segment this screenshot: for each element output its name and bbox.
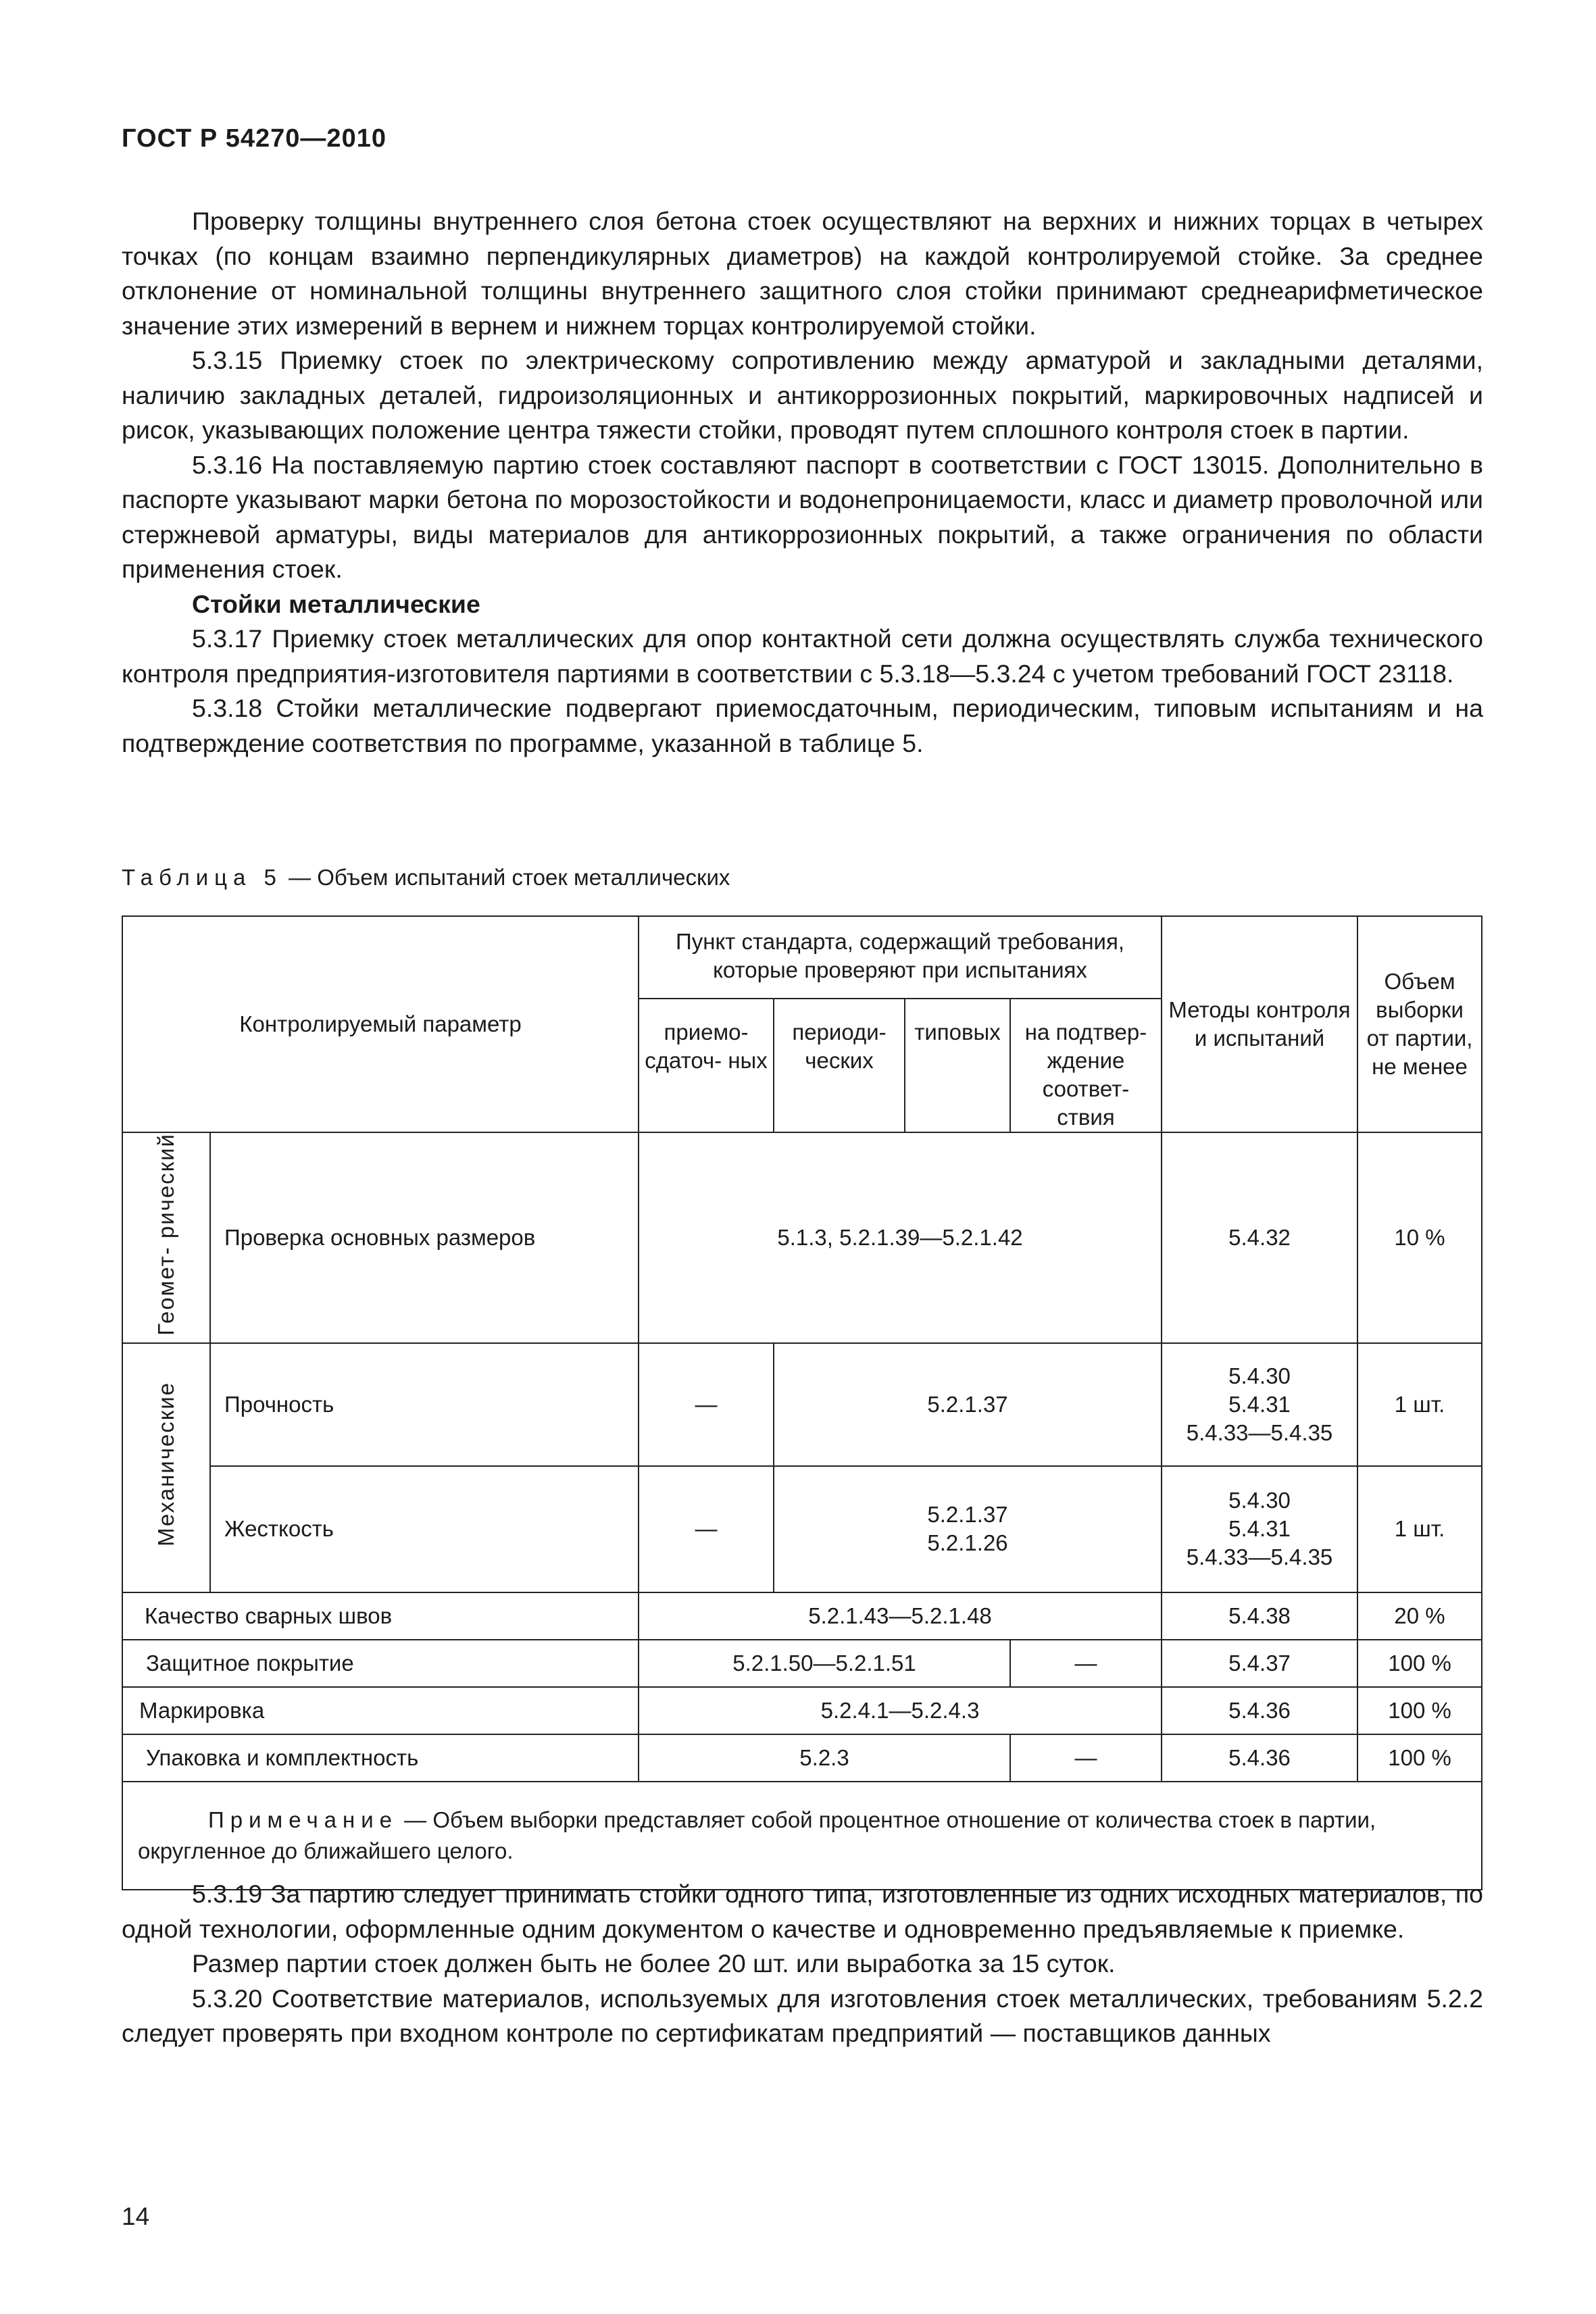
row-coating-methods: 5.4.37 <box>1162 1640 1357 1687</box>
header-conformity: на подтвер- ждение соответ- ствия <box>1010 999 1162 1132</box>
row-rigidity-param: Жесткость <box>210 1466 639 1592</box>
row-strength-clauses: 5.2.1.37 <box>774 1343 1162 1466</box>
row-dimensions-sample: 10 % <box>1357 1132 1482 1343</box>
row-dimensions-methods: 5.4.32 <box>1162 1132 1357 1343</box>
table-caption <box>122 865 730 890</box>
row-welds-param: Качество сварных швов <box>122 1592 639 1640</box>
row-packaging-sample: 100 % <box>1357 1734 1482 1782</box>
table-header-row-1 <box>122 916 1482 999</box>
paragraph-5-3-15: 5.3.15 Приемку стоек по электрическому сопротивлению между арматурой и закладными деталями, наличию закладных деталей, гидроизоляционных и антикоррозионных покрытий, маркировочных надписей и рисок, указывающих положение центра тяжести стойки, проводят путем сплошного контроля стоек в партии. <box>122 346 1483 444</box>
paragraph-batch-size: Размер партии стоек должен быть не более 20 шт. или выработка за 15 суток. <box>192 1949 1116 1978</box>
paragraph-5-3-16: 5.3.16 На поставляемую партию стоек составляют паспорт в соответствии с ГОСТ 13015. Дополнительно в паспорте указывают марки бетона по морозостойкости и водонепроницаемости, класс и диаметр проволочной или стержневой арматуры, виды материалов для антикоррозионных покрытий, а также ограничения по области применения стоек. <box>122 450 1483 583</box>
table-row <box>122 1640 1482 1687</box>
row-welds-methods: 5.4.38 <box>1162 1592 1357 1640</box>
table-row <box>122 1734 1482 1782</box>
table-row <box>122 1466 1482 1592</box>
group-geometric-label: Геомет- рический <box>153 1133 178 1336</box>
text-block-top <box>122 204 1483 761</box>
table-row <box>122 1343 1482 1466</box>
group-geometric <box>122 1132 210 1343</box>
paragraph-5-3-18: 5.3.18 Стойки металлические подвергают приемосдаточным, периодическим, типовым испытаниям и на подтверждение соответствия по программе, указанной в таблице 5. <box>122 694 1483 757</box>
table-row <box>122 1132 1482 1343</box>
row-strength-method-3: 5.4.33—5.4.35 <box>1186 1419 1333 1445</box>
row-dimensions-clauses: 5.1.3, 5.2.1.39—5.2.1.42 <box>639 1132 1162 1343</box>
row-rigidity-clause-2: 5.2.1.26 <box>927 1530 1008 1556</box>
row-strength-param: Прочность <box>210 1343 639 1466</box>
table-note-text: — Объем выборки представляет собой процентное отношение от количества стоек в партии, округленное до ближайшего целого. <box>138 1807 1376 1863</box>
table-note-label: Примечание <box>208 1807 399 1832</box>
row-coating-sample: 100 % <box>1357 1640 1482 1687</box>
header-type: типовых <box>905 999 1010 1132</box>
row-strength-methods <box>1162 1343 1357 1466</box>
paragraph-5-3-17: 5.3.17 Приемку стоек металлических для опор контактной сети должна осуществлять служба технического контроля предприятия-изготовителя партиями в соответствии с 5.3.18—5.3.24 с учетом требований ГОСТ 23118. <box>122 624 1483 688</box>
subsection-heading: Стойки металлические <box>192 589 480 618</box>
table-caption-label: Таблица 5 <box>122 865 282 890</box>
row-packaging-param: Упаковка и комплектность <box>122 1734 639 1782</box>
row-rigidity-clause-1: 5.2.1.37 <box>927 1502 1008 1528</box>
header-periodic: периоди- ческих <box>774 999 905 1132</box>
row-packaging-conformity: — <box>1010 1734 1162 1782</box>
document-code-header: ГОСТ Р 54270—2010 <box>122 124 386 153</box>
table-row <box>122 1687 1482 1734</box>
row-rigidity-acceptance: — <box>639 1466 774 1592</box>
row-strength-acceptance: — <box>639 1343 774 1466</box>
row-coating-clauses: 5.2.1.50—5.2.1.51 <box>639 1640 1010 1687</box>
table-5 <box>122 915 1482 1890</box>
row-welds-sample: 20 % <box>1357 1592 1482 1640</box>
paragraph-5-3-19: 5.3.19 За партию следует принимать стойки одного типа, изготовленные из одних исходных материалов, по одной технологии, оформленные одним документом о качестве и одновременно предъявляемые к приемке. <box>122 1880 1483 1943</box>
row-strength-method-1: 5.4.30 <box>1228 1363 1291 1388</box>
row-coating-param: Защитное покрытие <box>122 1640 639 1687</box>
paragraph-5-3-20: 5.3.20 Соответствие материалов, используемых для изготовления стоек металлических, требованиям 5.2.2 следует проверять при входном контроле по сертификатам предприятий — поставщиков данных <box>122 1984 1483 2047</box>
row-rigidity-method-2: 5.4.31 <box>1228 1516 1291 1542</box>
page-number: 14 <box>122 2203 150 2230</box>
row-marking-param: Маркировка <box>122 1687 639 1734</box>
row-rigidity-methods <box>1162 1466 1357 1592</box>
row-packaging-clauses: 5.2.3 <box>639 1734 1010 1782</box>
row-rigidity-clauses <box>774 1466 1162 1592</box>
row-strength-sample: 1 шт. <box>1357 1343 1482 1466</box>
paragraph-thickness-check: Проверку толщины внутреннего слоя бетона стоек осуществляют на верхних и нижних торцах в четырех точках (по концам взаимно перпендикулярных диаметров) на каждой контролируемой стойке. За среднее отклонение от номинальной толщины внутреннего защитного слоя стойки принимают среднеарифметическое значение этих измерений в вернем и нижнем торцах контролируемой стойки. <box>122 207 1483 340</box>
row-packaging-methods: 5.4.36 <box>1162 1734 1357 1782</box>
header-parameter: Контролируемый параметр <box>122 916 639 1132</box>
text-block-bottom <box>122 1877 1483 2051</box>
table-row <box>122 1592 1482 1640</box>
row-marking-sample: 100 % <box>1357 1687 1482 1734</box>
header-clause-group: Пункт стандарта, содержащий требования, которые проверяют при испытаниях <box>639 916 1162 999</box>
row-marking-clauses: 5.2.4.1—5.2.4.3 <box>639 1687 1162 1734</box>
group-mechanical-label: Механические <box>153 1382 178 1547</box>
table-note <box>122 1782 1482 1890</box>
row-coating-conformity: — <box>1010 1640 1162 1687</box>
group-mechanical <box>122 1343 210 1592</box>
row-rigidity-method-3: 5.4.33—5.4.35 <box>1186 1544 1333 1570</box>
header-acceptance: приемо- сдаточ- ных <box>639 999 774 1132</box>
row-rigidity-sample: 1 шт. <box>1357 1466 1482 1592</box>
row-rigidity-method-1: 5.4.30 <box>1228 1488 1291 1513</box>
row-marking-methods: 5.4.36 <box>1162 1687 1357 1734</box>
header-sample: Объем выборки от партии, не менее <box>1357 916 1482 1132</box>
row-strength-method-2: 5.4.31 <box>1228 1391 1291 1417</box>
header-methods: Методы контроля и испытаний <box>1162 916 1357 1132</box>
row-dimensions-param: Проверка основных размеров <box>210 1132 639 1343</box>
table-note-row <box>122 1782 1482 1890</box>
row-welds-clauses: 5.2.1.43—5.2.1.48 <box>639 1592 1162 1640</box>
table-caption-title: — Объем испытаний стоек металлических <box>282 865 730 890</box>
